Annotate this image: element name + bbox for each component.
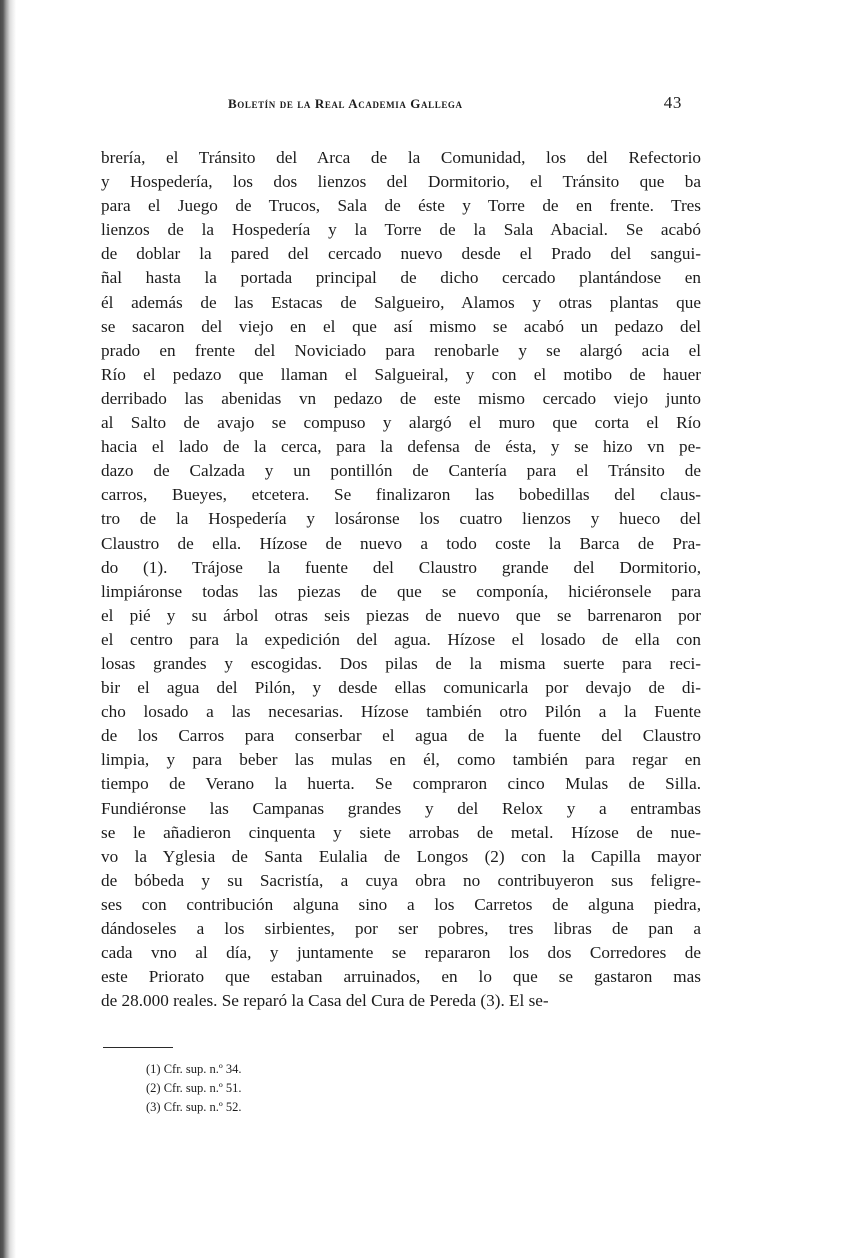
text-line: el centro para la expedición del agua. Hízose el losado de ella con [101, 629, 701, 649]
running-title: Boletín de la Real Academia Gallega [228, 96, 463, 111]
text-line: carros, Bueyes, etcetera. Se finalizaron las bobedillas del claus- [101, 485, 701, 505]
page-number: 43 [663, 93, 682, 112]
text-line: Río el pedazo que llaman el Salgueiral, y con el motibo de hauer [101, 364, 701, 384]
text-line: limpia, y para beber las mulas en él, como también para regar en [101, 750, 701, 770]
text-line: lienzos de la Hospedería y la Torre de la Sala Abacial. Se acabó [101, 220, 701, 240]
text-line: do (1). Trájose la fuente del Claustro grande del Dormitorio, [101, 557, 701, 577]
text-line: al Salto de avajo se compuso y alargó el muro que corta el Río [101, 413, 701, 433]
footnote-divider [103, 1047, 173, 1048]
text-line: de doblar la pared del cercado nuevo desde el Prado del sangui- [101, 244, 701, 264]
text-line: Claustro de ella. Hízose de nuevo a todo coste la Barca de Pra- [101, 533, 701, 553]
text-line: cada vno al día, y juntamente se repararon los dos Corredores de [101, 943, 701, 963]
text-line: se le añadieron cinquenta y siete arrobas de metal. Hízose de nue- [101, 822, 701, 842]
scan-binding-edge [0, 0, 16, 1258]
text-line: derribado las abenidas vn pedazo de este mismo cercado viejo junto [101, 388, 701, 408]
text-line: tiempo de Verano la huerta. Se compraron cinco Mulas de Silla. [101, 774, 701, 794]
text-line: de 28.000 reales. Se reparó la Casa del Cura de Pereda (3). El se- [101, 991, 549, 1011]
text-line: para el Juego de Trucos, Sala de éste y Torre de en frente. Tres [101, 196, 701, 216]
text-line: bir el agua del Pilón, y desde ellas comunicarla por devajo de di- [101, 678, 701, 698]
text-line: ses con contribución alguna sino a los Carretos de alguna piedra, [101, 894, 701, 914]
footnotes [146, 1060, 446, 1117]
text-line: prado en frente del Noviciado para renobarle y se alargó acia el [101, 340, 701, 360]
text-line: ñal hasta la portada principal de dicho cercado plantándose en [101, 268, 701, 288]
footnote: (3) Cfr. sup. n.º 52. [146, 1100, 242, 1114]
text-line: hacia el lado de la cerca, para la defensa de ésta, y se hizo vn pe- [101, 437, 701, 457]
text-line: él además de las Estacas de Salgueiro, Alamos y otras plantas que [101, 292, 701, 312]
footnote: (1) Cfr. sup. n.º 34. [146, 1062, 242, 1076]
running-head [228, 94, 682, 118]
text-line: Fundiéronse las Campanas grandes y del Relox y a entrambas [101, 798, 701, 818]
text-line: de los Carros para conserbar el agua de la fuente del Claustro [101, 726, 701, 746]
body-text [101, 146, 701, 1013]
text-line: tro de la Hospedería y losáronse los cuatro lienzos y hueco del [101, 509, 701, 529]
text-line: el pié y su árbol otras seis piezas de nuevo que se barrenaron por [101, 605, 701, 625]
text-line: dazo de Calzada y un pontillón de Cantería para el Tránsito de [101, 461, 701, 481]
text-line: se sacaron del viejo en el que así mismo se acabó un pedazo del [101, 316, 701, 336]
text-line: vo la Yglesia de Santa Eulalia de Longos (2) con la Capilla mayor [101, 846, 701, 866]
text-line: brería, el Tránsito del Arca de la Comunidad, los del Refectorio [101, 148, 701, 167]
text-line: dándoseles a los sirbientes, por ser pobres, tres libras de pan a [101, 919, 701, 938]
text-line: y Hospedería, los dos lienzos del Dormitorio, el Tránsito que ba [101, 172, 701, 192]
text-line: losas grandes y escogidas. Dos pilas de la misma suerte para reci- [101, 653, 701, 673]
text-line: cho losado a las necesarias. Hízose también otro Pilón a la Fuente [101, 702, 701, 722]
text-line: limpiáronse todas las piezas de que se componía, hiciéronsele para [101, 581, 701, 601]
footnote: (2) Cfr. sup. n.º 51. [146, 1081, 242, 1095]
text-line: de bóbeda y su Sacristía, a cuya obra no contribuyeron sus feligre- [101, 870, 701, 890]
text-line: este Priorato que estaban arruinados, en lo que se gastaron mas [101, 967, 701, 987]
